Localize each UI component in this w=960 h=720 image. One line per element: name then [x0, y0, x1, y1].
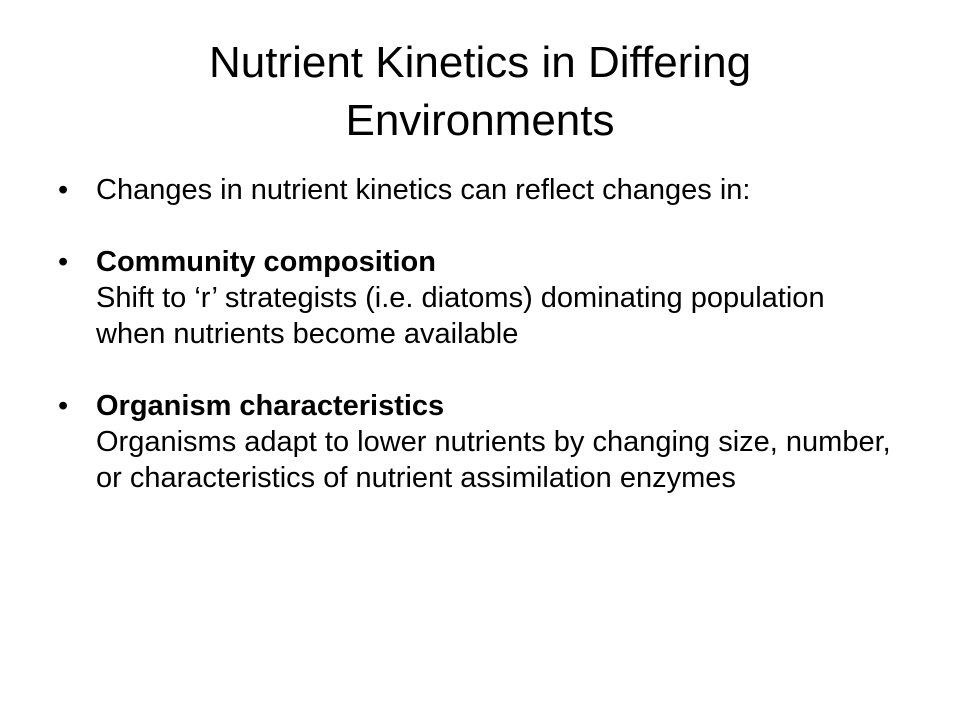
bullet-item-changes [58, 172, 898, 208]
bullet-heading: Community composition [96, 246, 436, 278]
bullet-marker: • [58, 174, 69, 206]
bullet-text: Shift to ‘r’ strategists (i.e. diatoms) dominating population when nutrients become available [96, 282, 825, 350]
bullet-heading: Organism characteristics [96, 390, 445, 422]
bullet-marker: • [58, 390, 69, 422]
bullet-marker: • [58, 246, 69, 278]
bullet-item-community-composition [58, 244, 898, 352]
bullet-text: Organisms adapt to lower nutrients by changing size, number, or characteristics of nutrient assimilation enzymes [96, 426, 891, 494]
slide-title: Nutrient Kinetics in Differing Environments [208, 38, 752, 145]
bullet-item-organism-characteristics [58, 388, 898, 496]
bullet-list [58, 172, 898, 496]
bullet-text: Changes in nutrient kinetics can reflect changes in: [96, 174, 751, 206]
